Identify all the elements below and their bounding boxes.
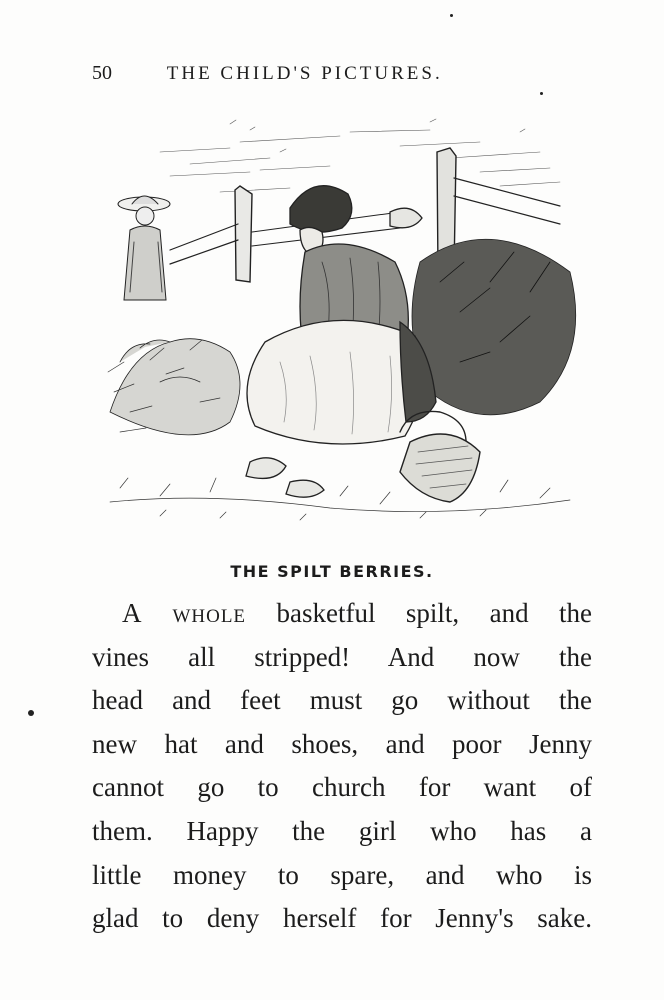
body-line-2: vines all stripped! And now the	[92, 641, 592, 672]
engraving-illustration	[100, 112, 590, 532]
running-header	[92, 62, 522, 85]
ink-speck	[450, 14, 453, 17]
body-line-7: little money to spare, and who is	[92, 859, 592, 890]
body-line-4: new hat and shoes, and poor Jenny	[92, 728, 592, 759]
body-line-3: head and feet must go without the	[92, 685, 592, 716]
ink-speck	[28, 710, 34, 716]
body-paragraph	[92, 592, 592, 941]
lead-small-caps: A whole	[122, 598, 247, 628]
body-line-1-text: basketful spilt, and the	[246, 598, 592, 628]
body-line-8: glad to deny herself for Jenny's sake.	[92, 903, 592, 934]
body-line-5: cannot go to church for want of	[92, 772, 592, 803]
illustration-caption: THE SPILT BERRIES.	[230, 562, 434, 581]
body-line-6: them. Happy the girl who has a	[92, 815, 592, 846]
page-number: 50	[92, 62, 112, 84]
ink-speck	[540, 92, 543, 95]
running-title: THE CHILD'S PICTURES.	[166, 63, 443, 84]
body-line-1	[92, 592, 592, 636]
